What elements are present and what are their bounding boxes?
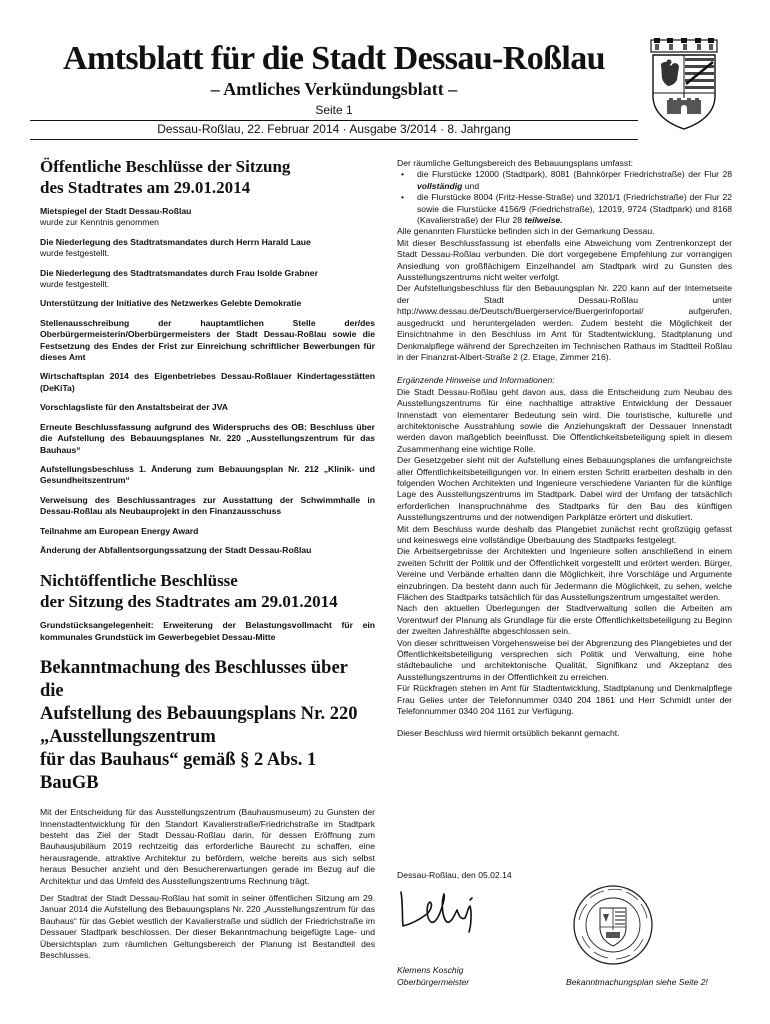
- newspaper-title: Amtsblatt für die Stadt Dessau-Roßlau: [62, 40, 605, 77]
- resolution-title: Änderung der Abfallentsorgungssatzung der Stadt Dessau-Roßlau: [40, 544, 312, 555]
- parcel-text: die Flurstücke 8004 (Fritz-Hesse-Straße) und 3201/1 (Friedrichstraße) der Flur 22 sowie die Flurstücke 4156/9 (Friedrichstraße), 12019, 9724 (Stadtpark) und 8168 (Kavalierstraße) der Flur 28: [417, 192, 732, 226]
- body-paragraph: Die Stadt Dessau-Roßlau geht davon aus, dass die Entscheidung zum Neubau des Ausstellungszentrums für eine nachhaltige attraktive Entwicklung der Dessauer Innenstadt von elementarer Bedeutung sein wird. Die touristische, kulturelle und architektonische Ausstrahlung sowie die Anziehungskraft der Dessauer Innenstadt werden davon maßgeblich beeinflusst. Die Öffentlichkeitsbeteiligung spielt in diesem Zusammenhang eine wichtige Rolle.: [397, 386, 732, 454]
- parcel-emphasis: teilweise.: [524, 215, 563, 226]
- body-paragraph: Nach den aktuellen Überlegungen der Stadtverwaltung sollen die Arbeiten am Vorentwurf der Planung als Grundlage für die erste Öffentlichkeitsbeteiligung zu Beginn der zweiten Jahreshälfte abgeschlossen sein.: [397, 603, 732, 637]
- coat-of-arms-icon: [647, 38, 721, 130]
- parcel-list: [397, 169, 732, 226]
- handwritten-signature-icon: [397, 884, 507, 934]
- resolution-title: Aufstellungsbeschluss 1. Änderung zum Bebauungsplan Nr. 212 „Klinik- und Gesundheitszentrum“: [40, 463, 375, 486]
- resolution-item: [40, 268, 375, 291]
- resolution-item: [40, 318, 375, 364]
- resolution-title: Die Niederlegung des Stadtratsmandates durch Frau Isolde Grabner: [40, 267, 318, 278]
- resolution-item: [40, 206, 375, 229]
- parcel-emphasis: vollständig: [417, 180, 463, 191]
- signer-name: Klemens Koschig: [397, 965, 464, 975]
- resolution-item: [40, 464, 375, 487]
- resolution-item: [40, 371, 375, 394]
- masthead: [28, 40, 640, 136]
- resolution-item: [40, 526, 375, 537]
- resolution-outcome: wurde zur Kenntnis genommen: [40, 217, 159, 228]
- body-paragraph: Mit dem Beschluss wurde deshalb das Plangebiet zunächst recht großzügig gefasst und keineswegs eine vollständige Überbauung des Stadtparks festgelegt.: [397, 523, 732, 545]
- scope-intro: Der räumliche Geltungsbereich des Bebauungsplans umfasst:: [397, 158, 633, 168]
- resolution-outcome: wurde festgestellt.: [40, 248, 110, 259]
- resolution-item: [40, 545, 375, 556]
- body-paragraph: Für Rückfragen stehen im Amt für Stadtentwicklung, Stadtplanung und Denkmalpflege Frau Gelies unter der Telefonnummer 0340 204 1861 und Herr Schmidt unter der Telefonnummer 0340 204 1161 zur Verfügung.: [397, 683, 732, 717]
- left-column: [40, 156, 375, 967]
- parcel-text: und: [462, 180, 480, 191]
- resolution-item: [40, 402, 375, 413]
- body-paragraph: Dieser Beschluss wird hiermit ortsüblich bekannt gemacht.: [397, 727, 620, 738]
- body-paragraph: Mit dieser Beschlussfassung ist ebenfalls eine Abweichung vom Zentrenkonzept der Stadt Dessau-Roßlau verbunden. Die dort vorgegebene Empfehlung zur vorrangigen Ansiedlung von großflächigem Einzelhandel am Stadtpark wird zu Gunsten des Ausstellungszentrums nicht weiter verfolgt.: [397, 237, 732, 283]
- resolution-outcome: wurde festgestellt.: [40, 279, 110, 290]
- parcel-list-item: [417, 192, 732, 226]
- plan-note: Bekanntmachungsplan siehe Seite 2!: [566, 977, 708, 987]
- resolution-item: [40, 495, 375, 518]
- masthead-divider-bottom: [30, 139, 638, 140]
- resolution-title: Vorschlagsliste für den Anstaltsbeirat der JVA: [40, 402, 228, 413]
- parcel-list-item: [417, 169, 732, 192]
- issue-line: Dessau-Roßlau, 22. Februar 2014 · Ausgabe 3/2014 · 8. Jahrgang: [157, 122, 511, 136]
- section-heading-nonpublic-resolutions: Nichtöffentliche Beschlüsse der Sitzung des Stadtrates am 29.01.2014: [40, 571, 338, 612]
- resolution-list: [40, 206, 375, 556]
- hints-heading: Ergänzende Hinweise und Informationen:: [397, 375, 555, 386]
- signer-block: [397, 964, 469, 988]
- official-seal-icon: [572, 884, 654, 966]
- resolution-title: Wirtschaftsplan 2014 des Eigenbetriebes Dessau-Roßlauer Kindertagesstätten (DeKiTa): [40, 371, 375, 393]
- section-heading-public-resolutions: Öffentliche Beschlüsse der Sitzung des Stadtrates am 29.01.2014: [40, 157, 291, 197]
- resolution-title: Unterstützung der Initiative des Netzwerkes Gelebte Demokratie: [40, 298, 302, 309]
- section-heading-announcement: Bekanntmachung des Beschlusses über die Aufstellung des Bebauungsplans Nr. 220 „Ausstellungszentrum für das Bauhaus“ gemäß § 2 Abs. 1 BauGB: [40, 658, 358, 794]
- newspaper-subtitle: – Amtliches Verkündungsblatt –: [210, 79, 458, 99]
- body-paragraph: Die Arbeitsergebnisse der Architekten und Ingenieure sollen anschließend in einem zweiten Schritt der Politik und der Öffentlichkeit vorgestellt und erörtert werden. Bürger, Vereine und Verbände erhalten dann die Möglichkeit, ihre Vorschläge und Argumente einzubringen. Da besteht dann auch für Jedermann die Möglichkeit, zu sehen, welche Flächen des Stadtparks tatsächlich für das Ausstellungszentrum umgestaltet werden.: [397, 546, 732, 603]
- page-number: Seite 1: [315, 103, 353, 117]
- resolution-title: Stellenausschreibung der hauptamtlichen Stelle der/des Oberbürgermeisterin/Oberbürgermeisters der Stadt Dessau-Roßlau sowie die Festsetzung des Endes der Frist zur Einreichung schriftlicher Bewerbungen für dieses Amt: [40, 317, 375, 363]
- resolution-title: Mietspiegel der Stadt Dessau-Roßlau: [40, 206, 192, 216]
- body-paragraph: Alle genannten Flurstücke befinden sich in der Gemarkung Dessau.: [397, 226, 655, 237]
- announcement-paragraph: Mit der Entscheidung für das Ausstellungszentrum (Bauhausmuseum) zu Gunsten der Innenstadtentwicklung für den Standort Kavalierstraße/Friedrichstraße im Stadtpark besteht das Ziel der Stadt Dessau-Roßlau darin, für dessen Eröffnung zum Bauhausjubiläum 2019 rechtzeitig das erforderliche Baurecht zu schaffen, eine herausragende, attraktive Architektur zu befördern, welche bereits aus sich selbst heraus Besucher anzieht und den Besuchererwartungen gerade im Bezug auf die Architektur und das Umfeld des Ausstellungszentrums Rechnung trägt.: [40, 807, 375, 886]
- resolution-item: [40, 422, 375, 456]
- resolution-title: Die Niederlegung des Stadtratsmandates durch Herrn Harald Laue: [40, 236, 311, 247]
- right-column: [397, 158, 732, 739]
- resolution-item: Grundstücksangelegenheit: Erweiterung der Belastungsvollmacht für ein kommunales Grundstück im Gewerbegebiet Dessau-Mitte: [40, 620, 375, 642]
- resolution-item: [40, 298, 375, 309]
- body-paragraph: Der Gesetzgeber sieht mit der Aufstellung eines Bebauungsplanes die umfangreichste aller Öffentlichkeitsbeteiligungen vor. In einem ersten Schritt erarbeiten deshalb in den folgenden Wochen Architekten und Ingenieure verschiedene Varianten für die künftige Lage des Ausstellungszentrums im Stadtpark. Dabei wird der Umfang der tatsächlich erforderlichen Inanspruchnahme des Stadtparks für den Bau des künftigen Ausstellungszentrums und der notwendigen Parkplätze erörtert und diskutiert.: [397, 455, 732, 523]
- resolution-title: Teilnahme am European Energy Award: [40, 525, 199, 536]
- body-paragraph: Der Aufstellungsbeschluss für den Bebauungsplan Nr. 220 kann auf der Internetseite der Stadt Dessau-Roßlau unter http://www.dessau.de/Deutsch/Buergerservice/Buergerinfoportal/ aufgerufen, ausgedruckt und heruntergeladen werden. Zudem besteht die Möglichkeit der Einsichtnahme in den Beschluss im Amt für Stadtentwicklung, Stadtplanung und Denkmalpflege während der Sprechzeiten im Technischen Rathaus im Stadtteil Roßlau in der Finanzrat-Albert-Straße 2 (2. Etage, Zimmer 216).: [397, 283, 732, 362]
- signature-date: Dessau-Roßlau, den 05.02.14: [397, 870, 512, 880]
- resolution-title: Erneute Beschlussfassung aufgrund des Widerspruchs des OB: Beschluss über die Aufstellung des Bebauungsplanes Nr. 220 „Ausstellungszentrum für das Bauhaus“: [40, 421, 375, 455]
- resolution-item: [40, 237, 375, 260]
- signer-title: Oberbürgermeister: [397, 977, 470, 987]
- resolution-title: Verweisung des Beschlussantrages zur Ausstattung der Schwimmhalle in Dessau-Roßlau als Neubauprojekt in den Finanzausschuss: [40, 494, 375, 517]
- announcement-paragraph: Der Stadtrat der Stadt Dessau-Roßlau hat somit in seiner öffentlichen Sitzung am 29. Januar 2014 die Aufstellung des Bebauungsplans Nr. 220 „Ausstellungszentrum für das Bauhaus“ für das Gebiet westlich der Kavalierstraße und südlich der Friedrichstraße im Dessauer Stadtpark beschlossen. Der dieser Bekanntmachung beigefügte Lage- und Übersichtsplan zum räumlichen Geltungsbereich der Planung ist Bestandteil des Beschlusses.: [40, 893, 375, 961]
- parcel-text: die Flurstücke 12000 (Stadtpark), 8081 (Bahnkörper Friedrichstraße) der Flur 28: [417, 169, 732, 180]
- body-paragraph: Von dieser schrittweisen Vorgehensweise bei der Abgrenzung des Plangebietes und der Öffentlichkeitsbeteiligung versprechen sich Politik und Verwaltung, eine hohe städtebauliche und architektonische Qualität, Signifikanz und Akzeptanz des Ausstellungszentrums in der Öffentlichkeit zu erreichen.: [397, 637, 732, 682]
